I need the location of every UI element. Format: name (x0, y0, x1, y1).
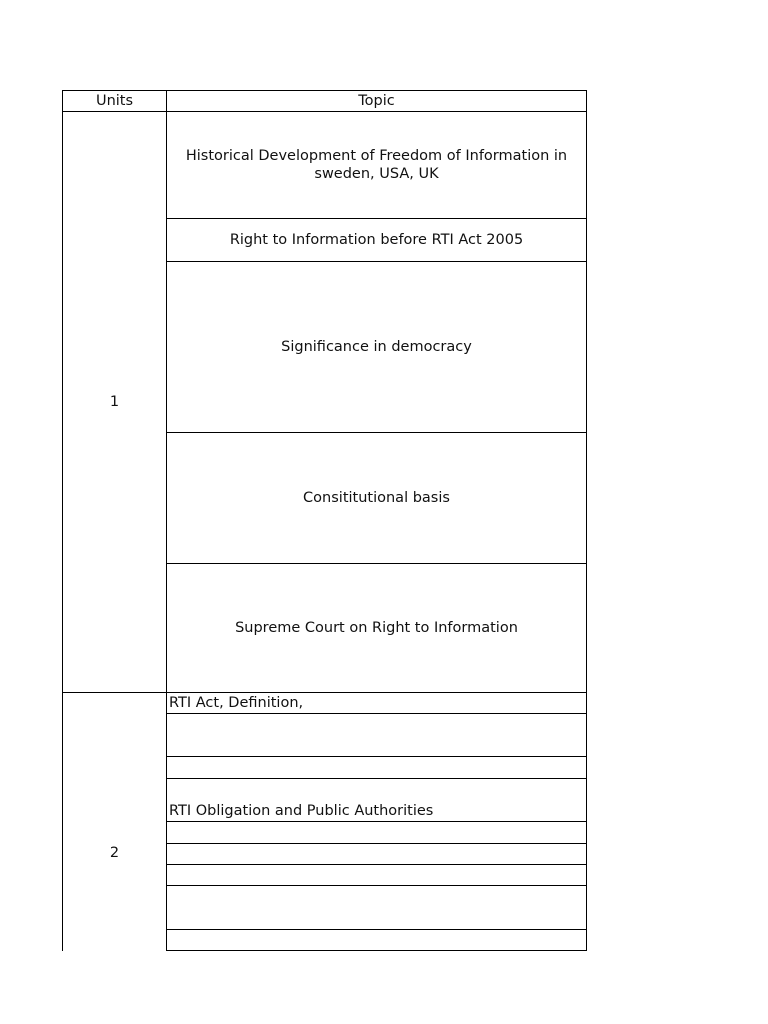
grid-line (586, 90, 587, 951)
topic-cell[interactable] (167, 757, 586, 778)
topic-cell[interactable] (167, 886, 586, 929)
topic-cell[interactable]: Historical Development of Freedom of Information in sweden, USA, UK (185, 148, 568, 182)
topic-cell[interactable]: Consititutional basis (303, 490, 450, 506)
topic-cell[interactable] (167, 822, 586, 843)
topic-cell[interactable] (167, 865, 586, 885)
header-units[interactable]: Units (95, 93, 134, 109)
topic-cell[interactable]: RTI Act, Definition, (169, 695, 304, 711)
topic-cell[interactable]: Supreme Court on Right to Information (235, 620, 518, 636)
grid-line (167, 950, 587, 951)
topic-cell[interactable]: Significance in democracy (281, 339, 472, 355)
topic-cell[interactable]: RTI Obligation and Public Authorities (169, 803, 434, 819)
topic-cell[interactable] (167, 930, 586, 950)
topic-cell[interactable] (167, 844, 586, 864)
header-topic[interactable]: Topic (358, 93, 395, 109)
topic-cell[interactable]: Right to Information before RTI Act 2005 (229, 232, 524, 248)
unit-1-number[interactable]: 1 (109, 394, 120, 410)
topic-cell[interactable] (167, 714, 586, 756)
unit-2-number[interactable]: 2 (109, 845, 120, 861)
